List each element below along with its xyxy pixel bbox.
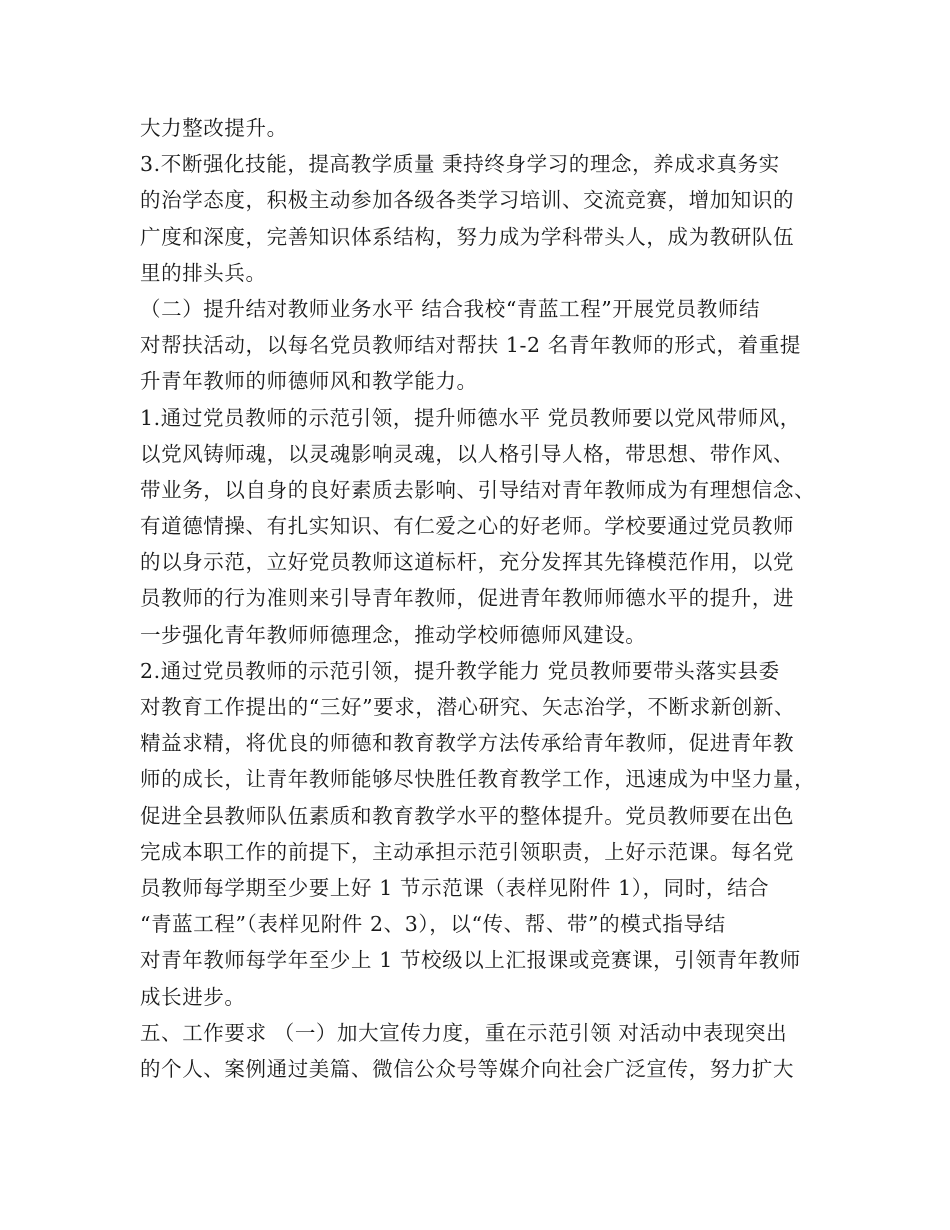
text-line: 的个人、案例通过美篇、微信公众号等媒介向社会广泛宣传，努力扩大: [140, 1056, 795, 1081]
text-line: 升青年教师的师德师风和教学能力。: [140, 369, 478, 394]
text-line: 成长进步。: [140, 984, 246, 1009]
text-line: 促进全县教师队伍素质和教育教学水平的整体提升。党员教师要在出色: [140, 803, 795, 828]
text-line: 大力整改提升。: [140, 116, 288, 140]
text-line: 五、工作要求 （一）加大宣传力度，重在示范引领 对活动中表现突出: [140, 1020, 788, 1045]
text-line: 的治学态度，积极主动参加各级各类学习培训、交流竞赛，增加知识的: [140, 188, 795, 213]
document-body: [140, 110, 830, 1087]
text-line: （二）提升结对教师业务水平 结合我校“青蓝工程”开展党员教师结: [140, 296, 761, 321]
text-line: “青蓝工程”（表样见附件 2、3），以“传、帮、带”的模式指导结: [140, 912, 726, 937]
text-line: 广度和深度，完善知识体系结构，努力成为学科带头人，成为教研队伍: [140, 224, 795, 249]
text-line: 3.不断强化技能，提高教学质量 秉持终身学习的理念，养成求真务实: [140, 152, 780, 177]
text-line: 对青年教师每学年至少上 1 节校级以上汇报课或竞赛课，引领青年教师: [140, 948, 801, 973]
text-line: 员教师每学期至少要上好 1 节示范课（表样见附件 1），同时，结合: [140, 875, 770, 900]
text-line: 对教育工作提出的“三好”要求，潜心研究、矢志治学，不断求新创新、: [140, 695, 796, 719]
text-line: 里的排头兵。: [140, 260, 267, 285]
text-line: 对帮扶活动，以每名党员教师结对帮扶 1-2 名青年教师的形式，着重提: [140, 333, 801, 358]
text-line: 以党风铸师魂，以灵魂影响灵魂，以人格引导人格，带思想、带作风、: [140, 441, 795, 466]
text-line: 2.通过党员教师的示范引领，提升教学能力 党员教师要带头落实县委: [140, 658, 780, 683]
text-line: 精益求精，将优良的师德和教育教学方法传承给青年教师，促进青年教: [140, 731, 795, 756]
text-line: 1.通过党员教师的示范引领，提升师德水平 党员教师要以党风带师风，: [140, 405, 801, 430]
text-line: 有道德情操、有扎实知识、有仁爱之心的好老师。学校要通过党员教师: [140, 514, 795, 539]
text-line: 的以身示范，立好党员教师这道标杆，充分发挥其先锋模范作用，以党: [140, 550, 795, 575]
text-line: 带业务，以自身的良好素质去影响、引导结对青年教师成为有理想信念、: [140, 477, 816, 502]
text-line: 完成本职工作的前提下，主动承担示范引领职责，上好示范课。每名党: [140, 839, 795, 864]
text-line: 一步强化青年教师师德理念，推动学校师德师风建设。: [140, 622, 647, 647]
text-line: 师的成长，让青年教师能够尽快胜任教育教学工作，迅速成为中坚力量，: [140, 767, 816, 792]
text-line: 员教师的行为准则来引导青年教师，促进青年教师师德水平的提升，进: [140, 586, 795, 611]
